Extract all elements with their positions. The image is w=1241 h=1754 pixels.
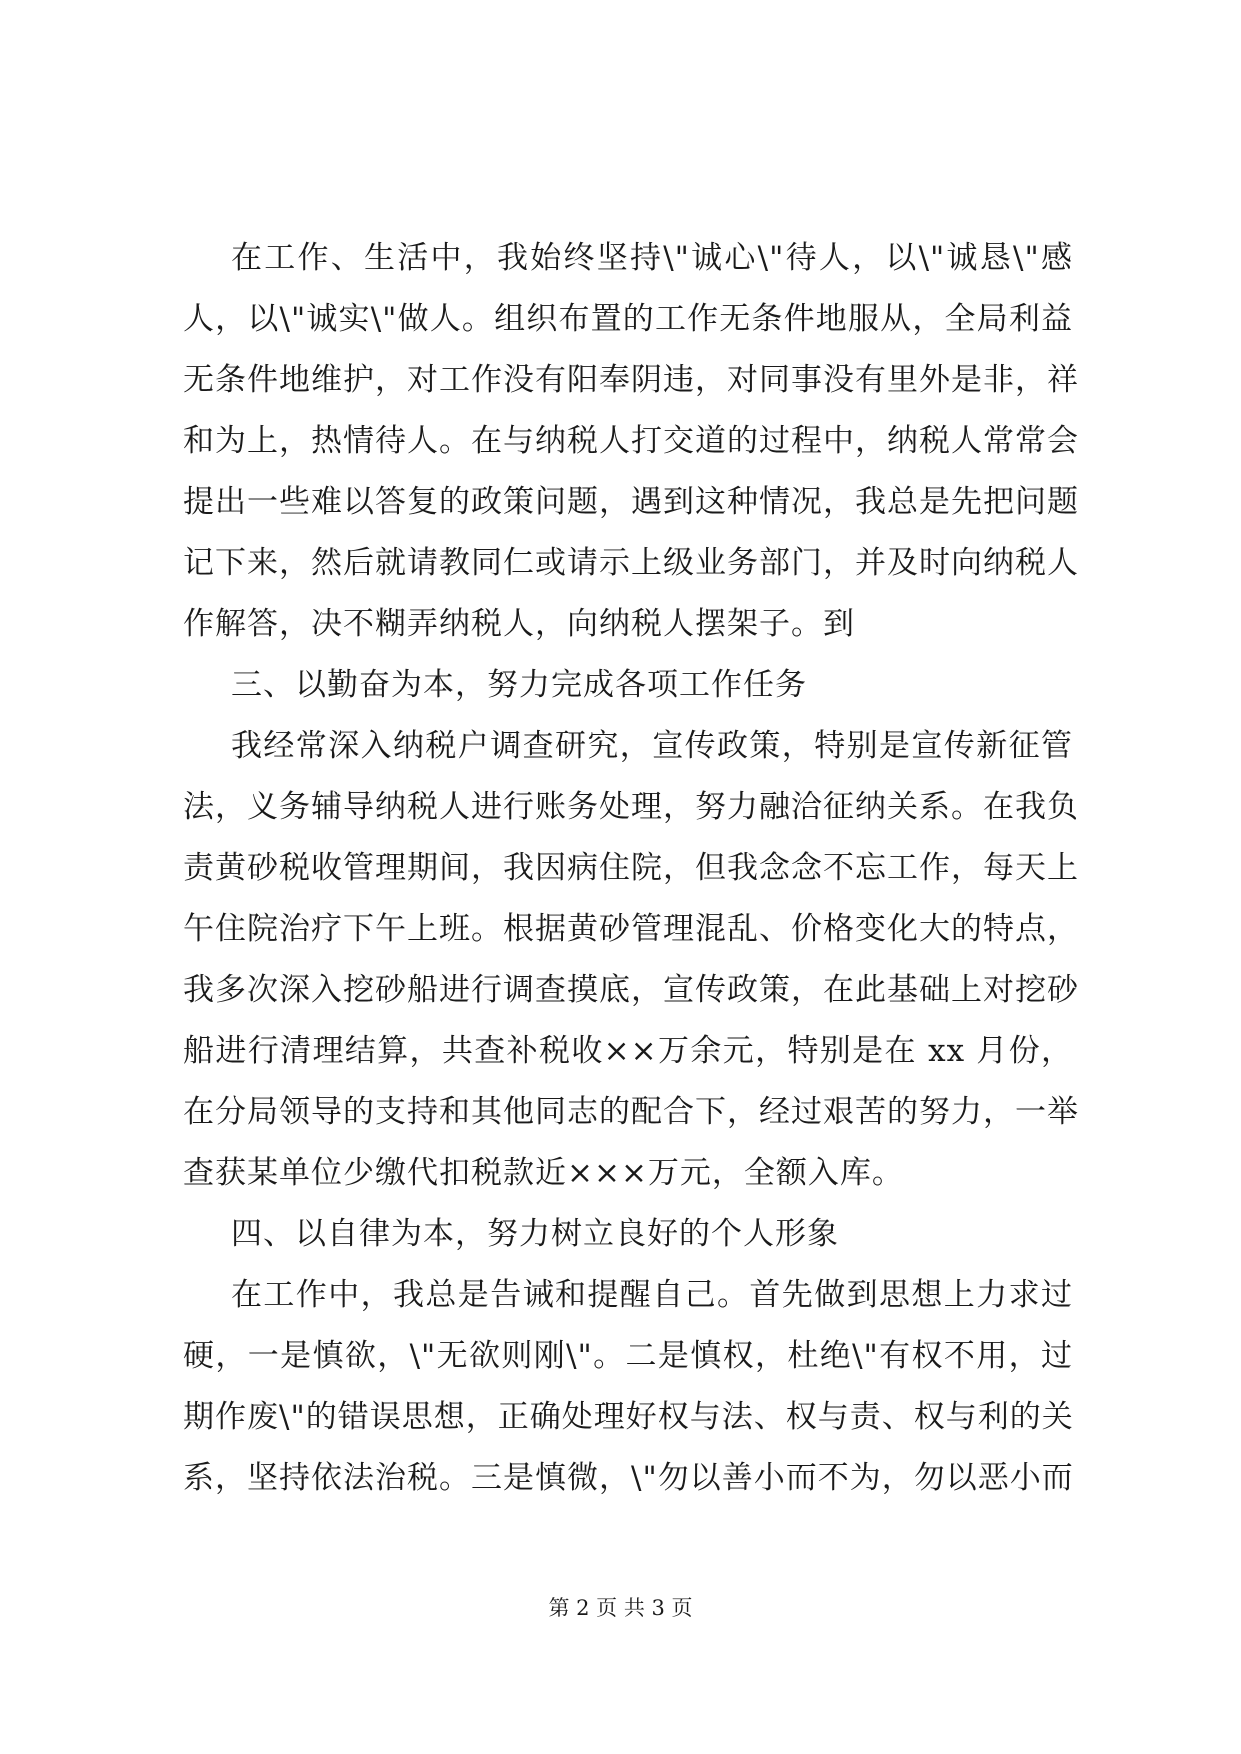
text-line: 记下来，然后就请教同仁或请示上级业务部门，并及时向纳税人: [183, 545, 1079, 581]
text-line: 四、以自律为本，努力树立良好的个人形象: [231, 1216, 839, 1252]
text-line: 责黄砂税收管理期间，我因病住院，但我念念不忘工作，每天上: [183, 850, 1079, 886]
text-line: 法，义务辅导纳税人进行账务处理，努力融洽征纳关系。在我负: [183, 789, 1079, 825]
text-line: 和为上，热情待人。在与纳税人打交道的过程中，纳税人常常会: [183, 423, 1079, 459]
text-line: 无条件地维护，对工作没有阳奉阴违，对同事没有里外是非，祥: [183, 362, 1079, 398]
text-line: 午住院治疗下午上班。根据黄砂管理混乱、价格变化大的特点，: [183, 911, 1079, 947]
text-line: 系，坚持依法治税。三是慎微，\"勿以善小而不为，勿以恶小而: [183, 1460, 1074, 1496]
text-line: 期作废\"的错误思想，正确处理好权与法、权与责、权与利的关: [183, 1399, 1074, 1435]
text-line: 在工作中，我总是告诫和提醒自己。首先做到思想上力求过: [231, 1277, 1073, 1313]
text-line: 三、以勤奋为本，努力完成各项工作任务: [231, 667, 807, 703]
text-line: 在分局领导的支持和其他同志的配合下，经过艰苦的努力，一举: [183, 1094, 1079, 1130]
text-line: 我经常深入纳税户调查研究，宣传政策，特别是宣传新征管: [231, 728, 1073, 764]
text-line: 在工作、生活中，我始终坚持\"诚心\"待人，以\"诚恳\"感: [231, 240, 1073, 276]
body-text: [183, 228, 1079, 1509]
text-line: 船进行清理结算，共查补税收××万余元，特别是在 xx 月份，: [183, 1033, 1073, 1069]
text-line: 提出一些难以答复的政策问题，遇到这种情况，我总是先把问题: [183, 484, 1079, 520]
text-line: 查获某单位少缴代扣税款近×××万元，全额入库。: [183, 1155, 904, 1191]
text-line: 作解答，决不糊弄纳税人，向纳税人摆架子。到: [183, 606, 855, 642]
page-footer: 第 2 页 共 3 页: [548, 1596, 693, 1620]
text-line: 人，以\"诚实\"做人。组织布置的工作无条件地服从，全局利益: [183, 301, 1073, 337]
text-line: 我多次深入挖砂船进行调查摸底，宣传政策，在此基础上对挖砂: [183, 972, 1079, 1008]
text-line: 硬，一是慎欲，\"无欲则刚\"。二是慎权，杜绝\"有权不用，过: [183, 1338, 1073, 1374]
